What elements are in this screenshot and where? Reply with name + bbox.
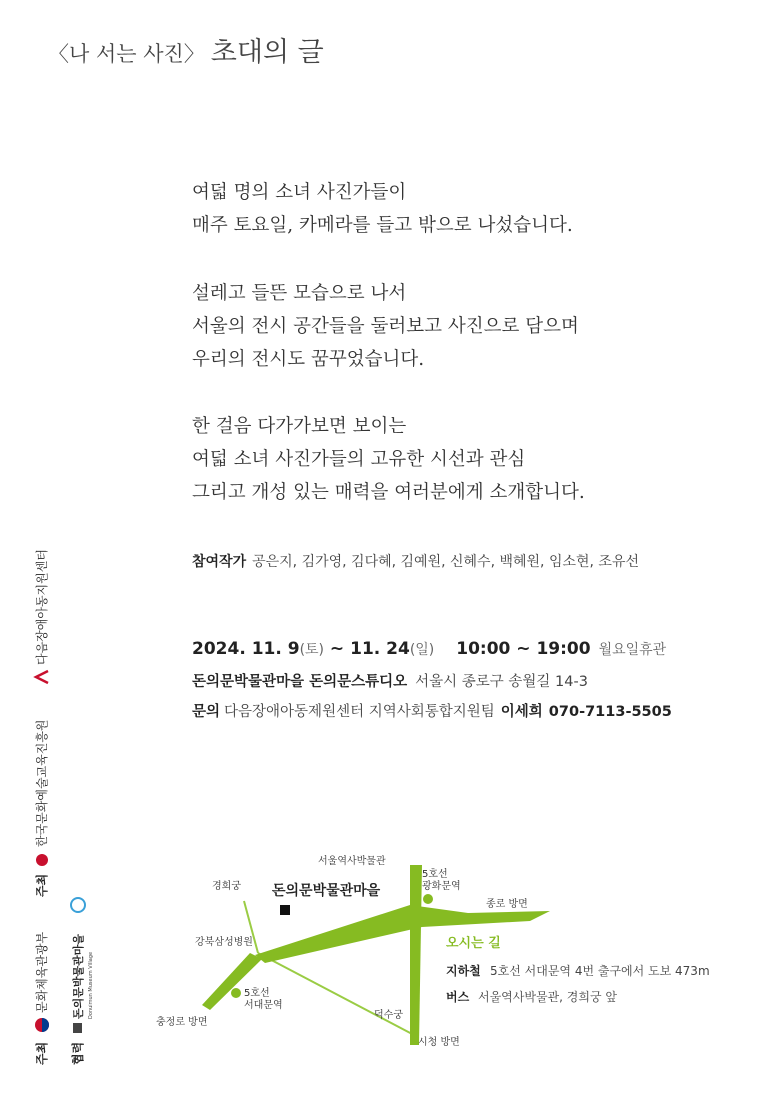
station-2-dot (231, 988, 241, 998)
day-start: (토) (299, 642, 325, 658)
station-1-dot (423, 894, 433, 904)
arte-logo (36, 854, 48, 866)
date-end: 11. 24 (350, 639, 410, 659)
host-label: 주최 (35, 1041, 49, 1065)
partner-name: 돈의문박물관마을 (72, 933, 85, 1019)
center-logo (36, 671, 48, 683)
contact-org: 다음장애아동제원센터 지역사회통합지원팀 (224, 704, 495, 720)
map-deoksugung-label: 덕수궁 (374, 1010, 403, 1021)
artists-label: 참여작가 (192, 554, 247, 570)
map-jongno-label: 종로 방면 (486, 899, 528, 910)
bus-label: 버스 (446, 990, 470, 1004)
text-line: 서울의 전시 공간들을 둘러보고 사진으로 담으며 (192, 316, 579, 337)
header (48, 30, 324, 69)
paragraph-3 (192, 410, 585, 509)
artists-line (192, 551, 639, 571)
map-hospital-label: 강북삼성병원 (195, 937, 253, 948)
text-line: 그리고 개성 있는 매력을 여러분에게 소개합니다. (192, 482, 585, 503)
map-cityhall-label: 시청 방면 (418, 1037, 460, 1048)
event-contact (192, 700, 672, 721)
host-3: 다음장애아동지원센터 (35, 549, 49, 665)
contact-label: 문의 (192, 704, 221, 720)
event-time: 10:00 ~ 19:00 (456, 639, 591, 659)
venue-name: 돈의문박물관마을 돈의문스튜디오 (192, 674, 408, 690)
map-station-1-name: 광화문역 (422, 881, 461, 892)
paragraph-2 (192, 277, 579, 376)
contact-person: 이세희 (500, 704, 543, 720)
page-title: 초대의 글 (210, 37, 324, 68)
map-road-thin (258, 953, 414, 1035)
event-venue (192, 670, 588, 691)
map-venue-label: 돈의문박물관마을 (272, 883, 381, 899)
paragraph-1 (192, 176, 573, 242)
contact-phone: 070-7113-5505 (548, 704, 672, 720)
artists-names: 공은지, 김가영, 김다혜, 김예원, 신혜수, 백혜원, 임소현, 조유선 (252, 554, 639, 570)
venue-address: 서울시 종로구 송월길 14-3 (415, 674, 588, 690)
map-station-2-name: 서대문역 (244, 1000, 283, 1011)
text-line: 여덟 명의 소녀 사진가들이 (192, 182, 407, 203)
text-line: 매주 토요일, 카메라를 들고 밖으로 나섰습니다. (192, 215, 573, 236)
map-station-1-line: 5호선 (422, 869, 448, 880)
host-label-2: 주최 (35, 873, 49, 897)
village-logo (71, 898, 85, 912)
host-1: 문화체육관광부 (35, 931, 49, 1013)
closed-day: 월요일휴관 (598, 642, 667, 658)
date-separator: ~ (324, 639, 351, 659)
partner-label: 협력 (71, 1041, 85, 1065)
partner-logo (73, 1023, 82, 1033)
ministry-logo-part (42, 1018, 49, 1032)
bus-text: 서울역사박물관, 경희궁 앞 (478, 990, 617, 1004)
partner-name-en: Donuimun Museum Village (88, 951, 94, 1019)
text-line: 설레고 들뜬 모습으로 나서 (192, 283, 407, 304)
day-end: (일) (409, 642, 435, 658)
map-road-main (255, 905, 550, 963)
map-palace-label: 경희궁 (212, 881, 241, 892)
host-2: 한국문화예술교육진흥원 (35, 719, 49, 847)
map-station-2-line: 5호선 (244, 988, 270, 999)
text-line: 우리의 전시도 꿈꾸었습니다. (192, 349, 425, 370)
organizers-sidebar (28, 540, 98, 1070)
location-map (140, 845, 760, 1075)
map-chungjeongno-label: 충정로 방면 (156, 1017, 208, 1028)
directions-title: 오시는 길 (446, 936, 501, 951)
date-start: 2024. 11. 9 (192, 639, 300, 659)
subway-label: 지하철 (446, 964, 481, 978)
text-line: 여덟 소녀 사진가들의 고유한 시선과 관심 (192, 449, 526, 470)
map-road-vertical (410, 865, 422, 1045)
venue-marker (280, 905, 290, 915)
subway-text: 5호선 서대문역 4번 출구에서 도보 473m (490, 964, 710, 978)
text-line: 한 걸음 다가가보면 보이는 (192, 416, 407, 437)
event-date (192, 639, 666, 659)
exhibition-subtitle: 〈나 서는 사진〉 (48, 42, 205, 66)
map-museum-label: 서울역사박물관 (318, 856, 386, 867)
